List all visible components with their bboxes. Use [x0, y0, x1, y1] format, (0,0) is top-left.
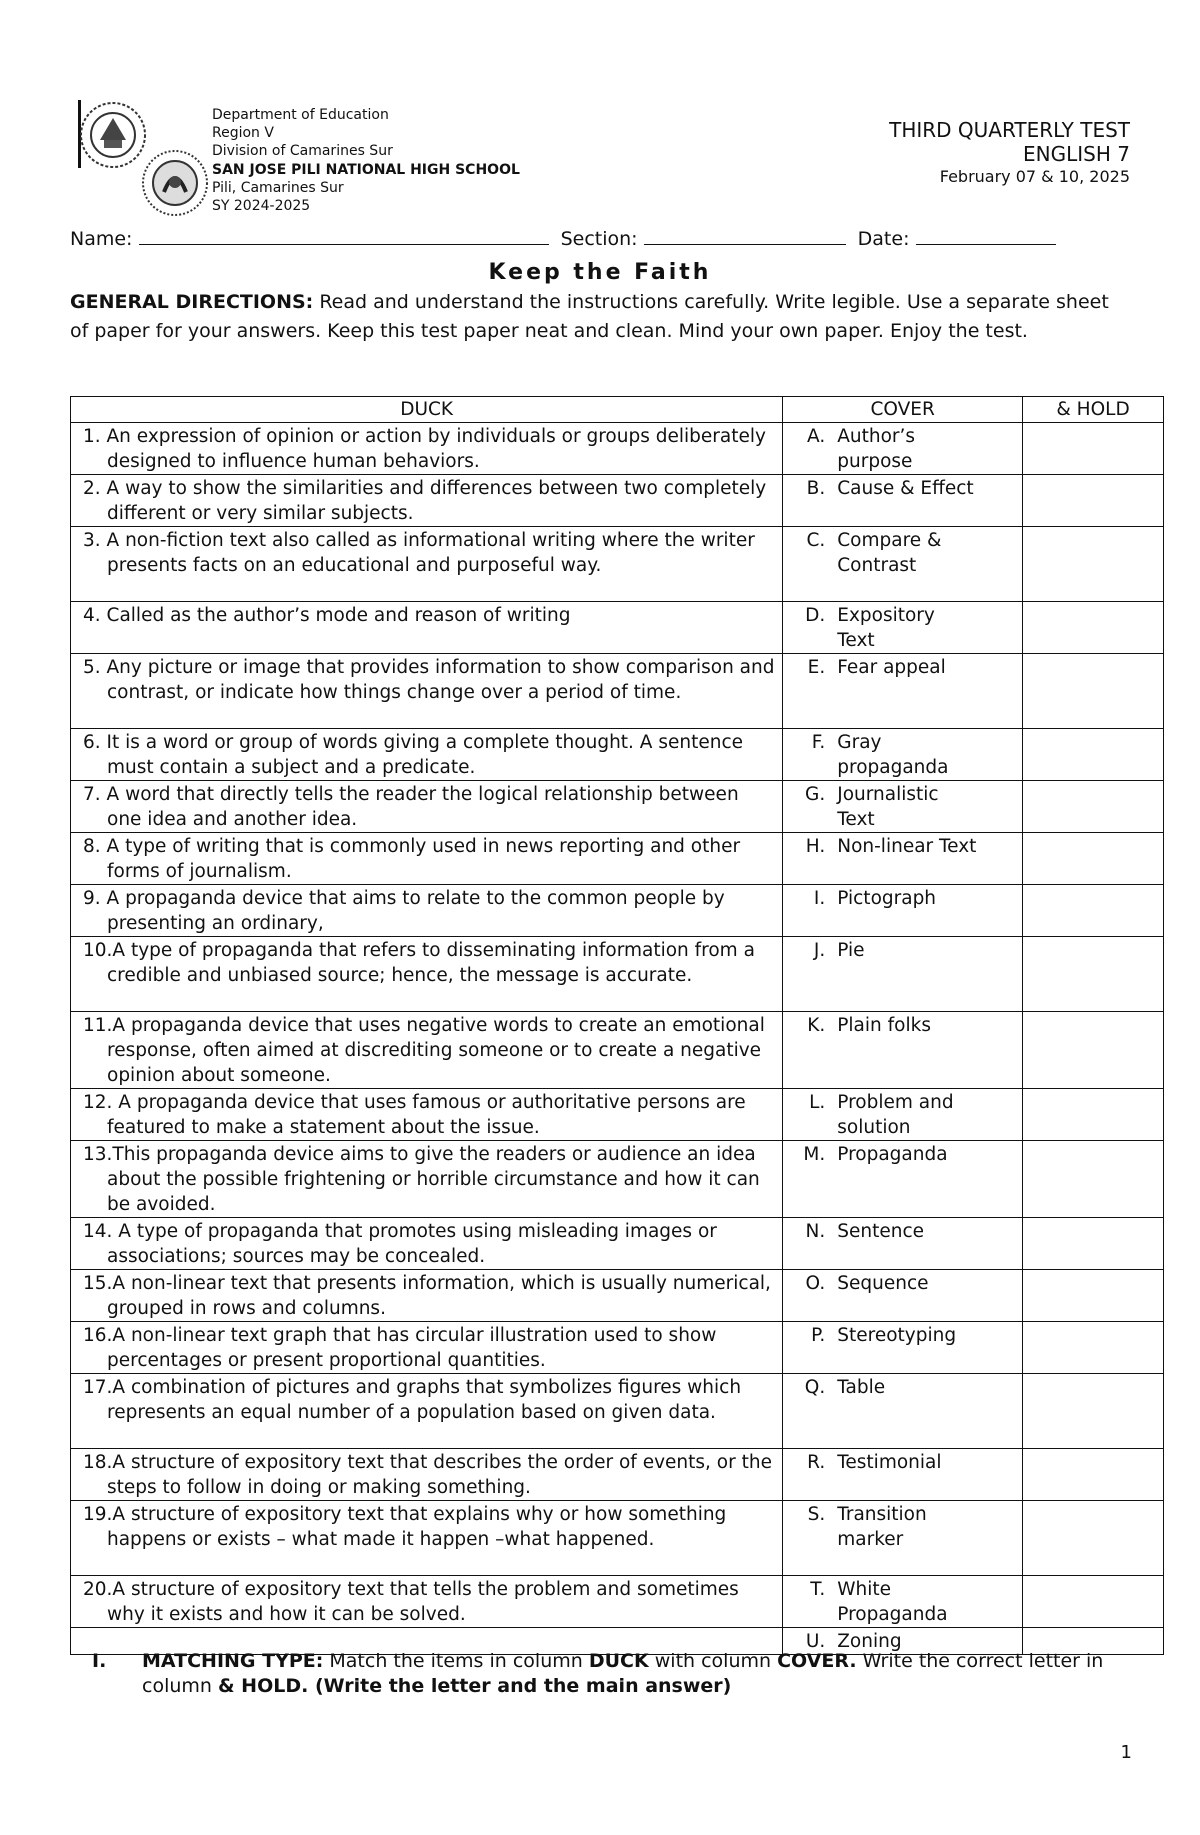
name-field[interactable] [139, 226, 549, 245]
date-label: Date: [857, 228, 910, 250]
choice-letter: N. [805, 1221, 826, 1242]
table-row [71, 1576, 1164, 1628]
choice-label: Plain folks [837, 1015, 931, 1036]
choice-cell [783, 1218, 1023, 1270]
subject: ENGLISH 7 [1023, 142, 1130, 166]
choice-letter: P. [811, 1325, 826, 1346]
choice-letter: H. [805, 836, 826, 857]
question-cell [71, 527, 783, 602]
choice-letter: E. [807, 657, 826, 678]
choice-cell [783, 1089, 1023, 1141]
choice-cell [783, 1141, 1023, 1218]
table-row [71, 1322, 1164, 1374]
question-cell [71, 729, 783, 781]
question-text: 17.A combination of pictures and graphs that symbolizes figures which represents an equal number of a population based on given data. [83, 1377, 742, 1423]
choice-label: Journalistic Text [837, 784, 939, 830]
division: Division of Camarines Sur [212, 143, 393, 160]
choice-letter: A. [807, 426, 826, 447]
table-row [71, 654, 1164, 729]
choice-cell [783, 1501, 1023, 1576]
choice-cell [783, 1449, 1023, 1501]
question-cell [71, 1141, 783, 1218]
matching-instruction [92, 1649, 1152, 1699]
choice-cell [783, 937, 1023, 1012]
instr-text-3: Write the correct letter in column [142, 1650, 1104, 1697]
choice-letter: L. [809, 1092, 826, 1113]
school-location: Pili, Camarines Sur [212, 179, 344, 196]
question-cell [71, 602, 783, 654]
table-row [71, 1501, 1164, 1576]
question-text: 12. A propaganda device that uses famous or authoritative persons are featured to make a statement about the issue. [83, 1092, 746, 1138]
choice-label: Fear appeal [837, 657, 946, 678]
choice-cell [783, 527, 1023, 602]
header-duck: DUCK [71, 397, 783, 423]
question-cell [71, 885, 783, 937]
answer-cell[interactable] [1023, 885, 1164, 937]
region: Region V [212, 125, 274, 142]
table-row [71, 1218, 1164, 1270]
question-cell [71, 833, 783, 885]
table-row [71, 1449, 1164, 1501]
choice-label: Zoning [837, 1631, 902, 1652]
instr-text-4: (Write the letter and the main answer) [308, 1675, 732, 1697]
choice-letter: C. [806, 530, 826, 551]
question-text: 20.A structure of expository text that tells the problem and sometimes why it exists and how it can be solved. [83, 1579, 739, 1625]
school-seal-icon [140, 148, 210, 218]
question-text: 7. A word that directly tells the reader the logical relationship between one idea and another idea. [83, 784, 739, 830]
choice-label: Author’s purpose [837, 426, 916, 472]
choice-label: Problem and solution [837, 1092, 954, 1138]
choice-letter: T. [810, 1579, 826, 1600]
table-row [71, 527, 1164, 602]
matching-table [70, 396, 1164, 1655]
question-text: 13.This propaganda device aims to give the readers or audience an idea about the possible frightening or horrible circumstance and how it can be avoided. [83, 1144, 760, 1215]
choice-label: White Propaganda [837, 1579, 948, 1625]
directions-text: Read and understand the instructions carefully. Write legible. Use a separate sheet of paper for your answers. Keep this test paper neat and clean. Mind your own paper. Enjoy the test. [70, 291, 1109, 342]
answer-cell[interactable] [1023, 1218, 1164, 1270]
choice-letter: K. [807, 1015, 826, 1036]
page-title: Keep the Faith [488, 260, 712, 285]
choice-letter: B. [806, 478, 826, 499]
directions-label: GENERAL DIRECTIONS: [70, 291, 314, 313]
answer-cell[interactable] [1023, 475, 1164, 527]
answer-cell[interactable] [1023, 1012, 1164, 1089]
question-cell [71, 423, 783, 475]
table-row [71, 1374, 1164, 1449]
answer-cell[interactable] [1023, 1270, 1164, 1322]
answer-cell[interactable] [1023, 1141, 1164, 1218]
choice-cell [783, 602, 1023, 654]
choice-cell [783, 1270, 1023, 1322]
table-row [71, 1012, 1164, 1089]
choice-label: Pictograph [837, 888, 937, 909]
deped-seal-icon [78, 100, 148, 170]
question-text: 6. It is a word or group of words giving a complete thought. A sentence must contain a subject and a predicate. [83, 732, 744, 778]
question-text: 8. A type of writing that is commonly used in news reporting and other forms of journalism. [83, 836, 741, 882]
question-cell [71, 1449, 783, 1501]
choice-cell [783, 833, 1023, 885]
question-text: 2. A way to show the similarities and differences between two completely different or very similar subjects. [83, 478, 767, 524]
question-text: 3. A non-fiction text also called as informational writing where the writer presents facts on an educational and purposeful way. [83, 530, 755, 576]
choice-label: Propaganda [837, 1144, 948, 1165]
choice-label: Testimonial [837, 1452, 942, 1473]
answer-cell[interactable] [1023, 527, 1164, 602]
question-cell [71, 475, 783, 527]
choice-label: Expository Text [837, 605, 935, 651]
table-header-row [71, 397, 1164, 423]
choice-cell [783, 423, 1023, 475]
choice-cell [783, 654, 1023, 729]
answer-cell[interactable] [1023, 602, 1164, 654]
question-cell [71, 937, 783, 1012]
table-row [71, 833, 1164, 885]
choice-letter: O. [805, 1273, 826, 1294]
answer-cell[interactable] [1023, 1501, 1164, 1576]
choice-cell [783, 1012, 1023, 1089]
table-row [71, 937, 1164, 1012]
page-number: 1 [1120, 1742, 1132, 1763]
choice-letter: F. [811, 732, 826, 753]
matching-label: MATCHING TYPE: [142, 1650, 324, 1672]
answer-cell[interactable] [1023, 1374, 1164, 1449]
answer-cell[interactable] [1023, 781, 1164, 833]
choice-cell [783, 1576, 1023, 1628]
choice-cell [783, 729, 1023, 781]
table-row [71, 475, 1164, 527]
question-cell [71, 1501, 783, 1576]
question-text: 19.A structure of expository text that explains why or how something happens or exists – what made it happen –what happened. [83, 1504, 727, 1550]
instr-text-1: Match the items in column [323, 1650, 589, 1672]
test-date: February 07 & 10, 2025 [939, 167, 1130, 186]
choice-label: Sequence [837, 1273, 929, 1294]
choice-cell [783, 1322, 1023, 1374]
question-cell [71, 1576, 783, 1628]
date-field[interactable] [916, 226, 1056, 245]
choice-label: Table [837, 1377, 886, 1398]
question-cell [71, 1270, 783, 1322]
answer-cell[interactable] [1023, 1089, 1164, 1141]
section-label: Section: [560, 228, 638, 250]
student-fields [70, 226, 1062, 250]
answer-cell[interactable] [1023, 1449, 1164, 1501]
question-text: 15.A non-linear text that presents information, which is usually numerical, grouped in rows and columns. [83, 1273, 771, 1319]
choice-label: Transition marker [837, 1504, 927, 1550]
choice-cell [783, 475, 1023, 527]
table-row [71, 885, 1164, 937]
answer-cell[interactable] [1023, 654, 1164, 729]
answer-cell[interactable] [1023, 729, 1164, 781]
question-text: 5. Any picture or image that provides information to show comparison and contrast, or indicate how things change over a period of time. [83, 657, 775, 703]
table-row [71, 1089, 1164, 1141]
answer-cell[interactable] [1023, 423, 1164, 475]
question-text: 14. A type of propaganda that promotes using misleading images or associations; sources may be concealed. [83, 1221, 717, 1267]
general-directions [70, 288, 1130, 346]
header-hold: & HOLD [1023, 397, 1164, 423]
instr-col-cover: COVER. [777, 1650, 857, 1672]
choice-letter: D. [805, 605, 826, 626]
choice-label: Cause & Effect [837, 478, 974, 499]
question-text: 10.A type of propaganda that refers to disseminating information from a credible and unbiased source; hence, the message is accurate. [83, 940, 755, 986]
choice-letter: U. [805, 1631, 826, 1652]
instr-col-hold: & HOLD. [217, 1675, 309, 1697]
instr-col-duck: DUCK [588, 1650, 649, 1672]
question-text: 4. Called as the author’s mode and reason of writing [83, 605, 571, 626]
choice-letter: G. [805, 784, 826, 805]
choice-cell [783, 1374, 1023, 1449]
choice-letter: M. [803, 1144, 826, 1165]
answer-cell[interactable] [1023, 937, 1164, 1012]
choice-label: Non-linear Text [837, 836, 977, 857]
department-block [212, 106, 520, 215]
table-row [71, 1141, 1164, 1218]
choice-label: Stereotyping [837, 1325, 957, 1346]
table-row [71, 1270, 1164, 1322]
question-text: 11.A propaganda device that uses negative words to create an emotional response, often aimed at discrediting someone or to create a negative opinion about someone. [83, 1015, 765, 1086]
name-label: Name: [70, 228, 133, 250]
choice-letter: J. [813, 940, 826, 961]
choice-letter: R. [807, 1452, 826, 1473]
choice-label: Gray propaganda [837, 732, 949, 778]
question-cell [71, 1322, 783, 1374]
question-cell [71, 654, 783, 729]
question-text: 1. An expression of opinion or action by individuals or groups deliberately designed to influence human behaviors. [83, 426, 766, 472]
choice-cell [783, 885, 1023, 937]
header-cover: COVER [783, 397, 1023, 423]
question-cell [71, 1089, 783, 1141]
question-cell [71, 1374, 783, 1449]
section-number: I. [92, 1650, 107, 1672]
question-cell [71, 1012, 783, 1089]
question-cell [71, 781, 783, 833]
question-cell [71, 1218, 783, 1270]
choice-letter: I. [813, 888, 826, 909]
school-name: SAN JOSE PILI NATIONAL HIGH SCHOOL [212, 161, 520, 178]
table-row [71, 729, 1164, 781]
department-name: Department of Education [212, 107, 389, 123]
answer-cell[interactable] [1023, 1322, 1164, 1374]
choice-label: Compare & Contrast [837, 530, 942, 576]
table-row [71, 423, 1164, 475]
question-text: 18.A structure of expository text that describes the order of events, or the steps to follow in doing or making something. [83, 1452, 772, 1498]
choice-label: Sentence [837, 1221, 925, 1242]
question-text: 16.A non-linear text graph that has circular illustration used to show percentages or present proportional quantities. [83, 1325, 717, 1371]
choice-cell [783, 781, 1023, 833]
choice-letter: Q. [804, 1377, 826, 1398]
question-text: 9. A propaganda device that aims to relate to the common people by presenting an ordinary, [83, 888, 725, 934]
test-title: THIRD QUARTERLY TEST [889, 118, 1130, 142]
choice-letter: S. [807, 1504, 826, 1525]
answer-cell[interactable] [1023, 833, 1164, 885]
table-row [71, 781, 1164, 833]
answer-cell[interactable] [1023, 1576, 1164, 1628]
test-info [889, 118, 1130, 188]
instr-text-2: with column [648, 1650, 778, 1672]
table-row [71, 602, 1164, 654]
choice-label: Pie [837, 940, 865, 961]
section-field[interactable] [644, 226, 846, 245]
school-year: SY 2024-2025 [212, 198, 311, 215]
